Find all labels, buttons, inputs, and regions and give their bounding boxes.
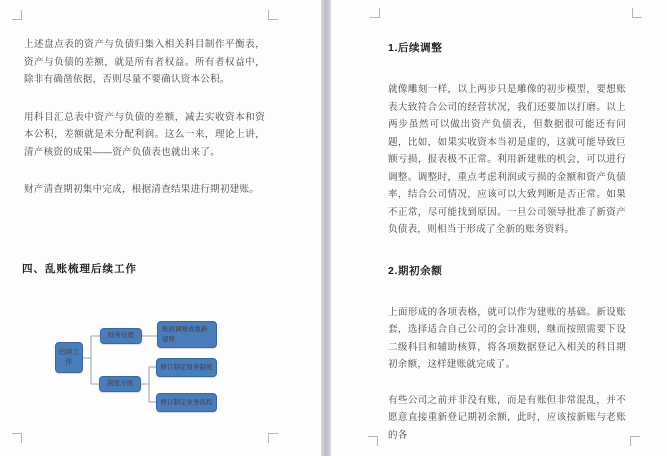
body-paragraph: 上面形成的各项表格，就可以作为建账的基础。新设账套，选择适合自己公司的会计准则，继而按照需要下设二级科目和辅助核算，将各项数据登记入相关的科目期初余额，这样建账就完成了。: [388, 306, 626, 370]
diagram-node-branch-system: 制度方面: [99, 376, 141, 392]
document-page-right: [331, 0, 667, 456]
left-page-body-text: [24, 36, 265, 219]
diagram-node-branch-finance: 财务处理: [100, 328, 142, 344]
diagram-node-leaf-adjust-or-rebuild: 账面调账或重新建账: [157, 321, 217, 348]
section-heading: 2.期初余额: [388, 264, 443, 277]
body-paragraph: 用科目汇总表中资产与负债的差额，减去实收资本和资本公积，差额就是未分配利润。这么一来，理论上讲，清产核资的成果——资产负债表也就出来了。: [24, 111, 265, 158]
diagram-node-leaf-business-process: 修订制定业务流程: [156, 393, 217, 412]
right-page-body-text: [388, 40, 626, 444]
diagram-node-root: 后续工作: [55, 342, 83, 373]
margin-crop-mark: [12, 10, 22, 20]
margin-crop-mark: [630, 436, 640, 446]
section-heading: 1.后续调整: [388, 42, 443, 54]
body-paragraph: 财产清查期初集中完成，根据清查结果进行期初建账。: [24, 184, 260, 195]
margin-crop-mark: [12, 433, 22, 443]
body-paragraph: 就像雕刻一样，以上两步只是雕像的初步模型，要想账表大致符合公司的经营状况，我们还要加以打磨。以上两步虽然可以做出资产负债表，但数据很可能还有问题，比如，如果实收资本当初是虚的，这就可能导致巨额亏损，报表极不正常。利用新建账的机会，可以进行调整。调整时，重点考虑利润或亏损的金额和资产负债率，结合公司情况，应该可以大致判断是否正常。如果不正常，尽可能找到原因。一旦公司领导批准了新资产负债表，则相当于形成了全新的账务资料。: [388, 84, 626, 235]
diagram-node-leaf-finance-rules: 修订制定财务制度: [156, 358, 217, 377]
body-paragraph: 有些公司之前并非没有账，而是有账但非常混乱，并不愿意直接重新登记期初余额，此时，应该按新账与老账的各: [388, 394, 626, 441]
body-paragraph: 上述盘点表的资产与负债归集入相关科目制作平衡表，资产与负债的差额，就是所有者权益。所有者权益中，除非有确凿依据，否则尽量不要确认资本公积。: [24, 39, 265, 85]
section-heading: 四、乱账梳理后续工作: [22, 263, 137, 275]
margin-crop-mark: [632, 8, 642, 18]
page-gap-divider: [321, 0, 331, 456]
margin-crop-mark: [268, 10, 278, 20]
margin-crop-mark: [268, 433, 278, 443]
margin-crop-mark: [368, 436, 378, 446]
document-page-left: [0, 0, 321, 456]
margin-crop-mark: [370, 8, 380, 18]
